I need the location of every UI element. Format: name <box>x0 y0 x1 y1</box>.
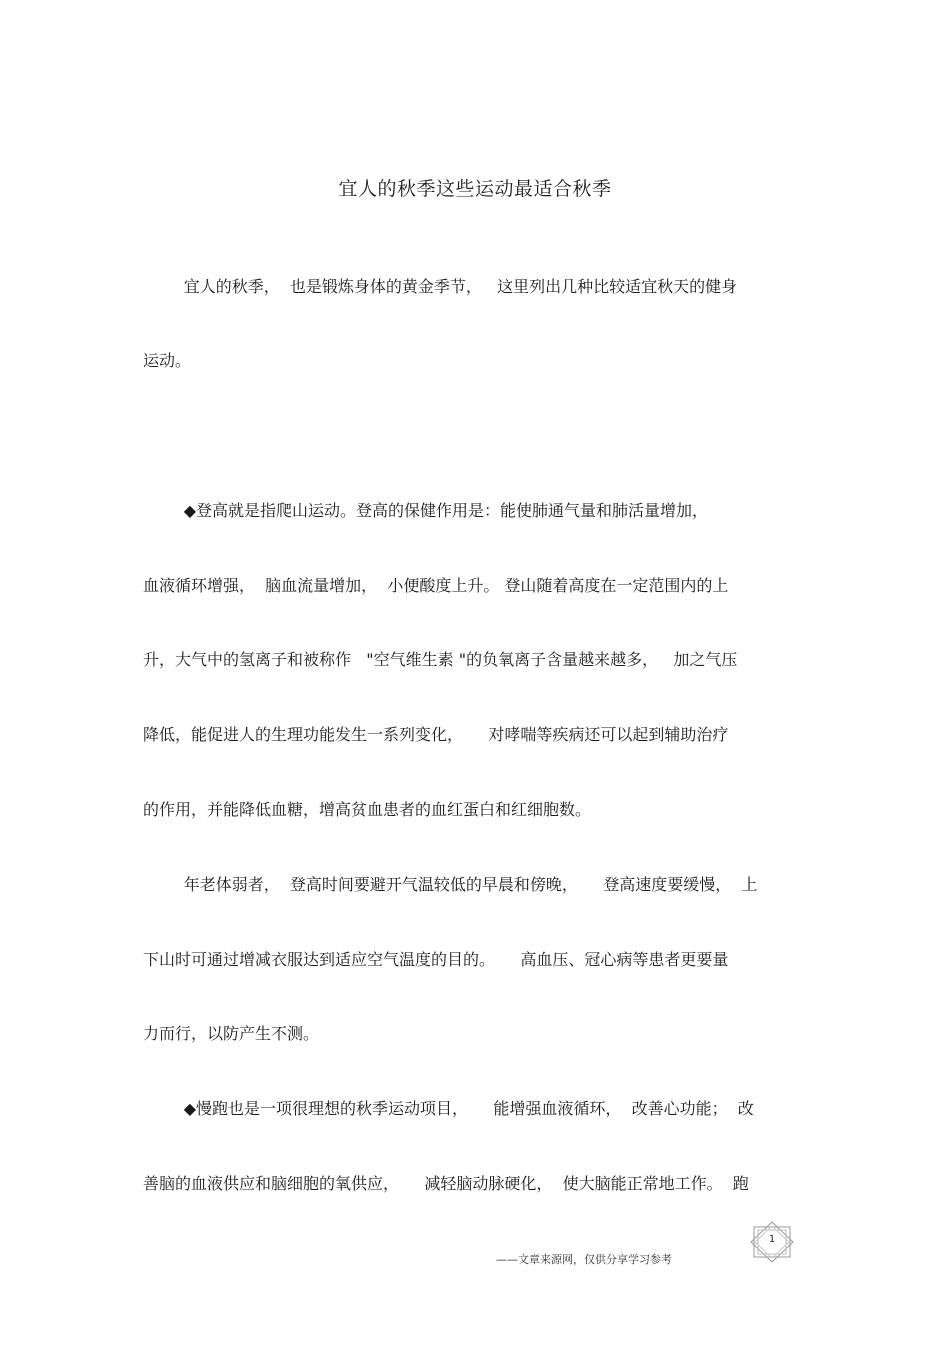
paragraph-line: 血液循环增强， 脑血流量增加， 小便酸度上升。 登山随着高度在一定范围内的上 <box>143 576 729 595</box>
paragraph-line: 的作用，并能降低血糖，增高贫血患者的血红蛋白和红细胞数。 <box>143 800 592 819</box>
paragraph-line: 善脑的血液供应和脑细胞的氧供应， 减轻脑动脉硬化， 使大脑能正常地工作。 跑 <box>143 1174 749 1193</box>
paragraph-line: 力而行，以防产生不测。 <box>143 1024 320 1043</box>
paragraph-line: 运动。 <box>143 351 192 370</box>
paragraph-line: 下山时可通过增减衣服达到适应空气温度的目的。 高血压、冠心病等患者更要量 <box>143 950 729 969</box>
document-title: 宜人的秋季这些运动最适合秋季 <box>338 178 612 200</box>
paragraph-line: 降低，能促进人的生理功能发生一系列变化， 对哮喘等疾病还可以起到辅助治疗 <box>143 725 729 744</box>
paragraph-line: 升，大气中的氢离子和被称作 "空气维生素 "的负氧离子含量越来越多， 加之气压 <box>143 650 738 669</box>
page-number: 1 <box>768 1234 776 1245</box>
paragraph-line: ◆登高就是指爬山运动。登高的保健作用是：能使肺通气量和肺活量增加， <box>143 501 708 520</box>
source-note: ——文章来源网，仅供分享学习参考 <box>496 1253 672 1266</box>
paragraph-line: ◆慢跑也是一项很理想的秋季运动项目， 能增强血液循环， 改善心功能； 改 <box>143 1099 754 1118</box>
page-number-badge <box>748 1221 796 1263</box>
paragraph-line: 年老体弱者， 登高时间要避开气温较低的早晨和傍晚， 登高速度要缓慢， 上 <box>143 875 758 894</box>
paragraph-line: 宜人的秋季， 也是锻炼身体的黄金季节， 这里列出几种比较适宜秋天的健身 <box>143 277 738 296</box>
